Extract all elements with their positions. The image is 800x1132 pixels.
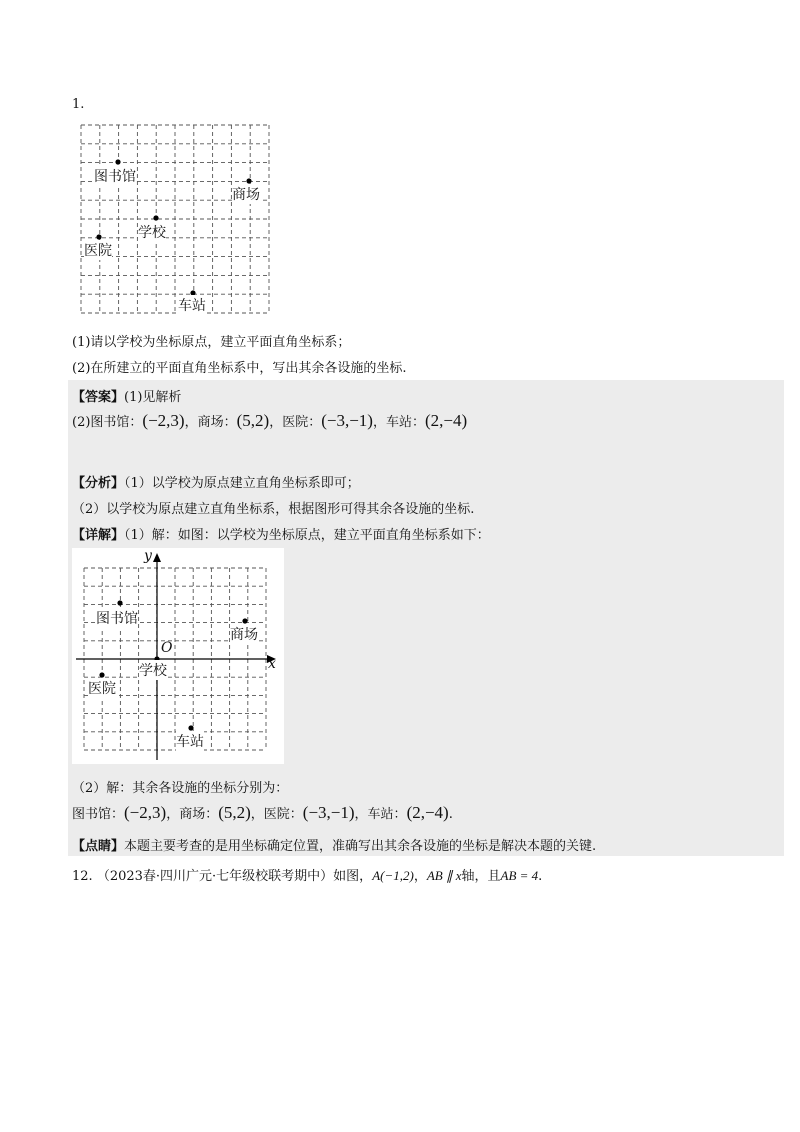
detail-line1 <box>72 524 490 543</box>
analysis-line2: （2）以学校为原点建立直角坐标系，根据图形可得其余各设施的坐标. <box>72 502 475 517</box>
school-label-2: 学校 <box>139 660 167 680</box>
answer-line2 <box>72 411 467 431</box>
answer-line1 <box>72 386 181 405</box>
next-question-length: AB = 4 <box>500 868 539 883</box>
answer-station-coord: (2,−4) <box>424 411 468 430</box>
mall-label: 商场 <box>232 184 260 204</box>
next-question-number: 12. <box>72 869 93 884</box>
next-question <box>72 865 542 884</box>
school-point <box>153 215 158 220</box>
answer-prefix: (2)图书馆： <box>72 415 143 430</box>
library-label-2: 图书馆 <box>96 608 138 628</box>
x-axis-label: x <box>268 656 276 672</box>
detail-sep-mall: ，商场： <box>166 807 219 822</box>
analysis-line1 <box>72 472 360 491</box>
answer-hospital-coord: (−3,−1) <box>321 411 373 430</box>
next-question-sep: ， <box>413 869 427 884</box>
origin-label: O <box>161 640 173 656</box>
answer-mall-coord: (5,2) <box>236 411 270 430</box>
answer-sep-hospital: ，医院： <box>269 415 322 430</box>
detail-line3 <box>72 803 453 823</box>
detail-station-coord: (2,−4) <box>406 803 449 822</box>
detail-sep-hospital: ，医院： <box>250 807 303 822</box>
detail-sep-station: ，车站： <box>354 807 407 822</box>
hospital-point <box>96 234 101 239</box>
station-label-2: 车站 <box>176 731 204 751</box>
hospital-point-2 <box>99 672 104 677</box>
next-question-axis-word: 轴，且 <box>461 869 501 884</box>
answer-part1: (1)见解析 <box>124 390 182 405</box>
detail-line2: （2）解：其余各设施的坐标分别为： <box>72 781 289 796</box>
next-question-end: . <box>538 869 543 884</box>
school-label: 学校 <box>138 222 166 242</box>
station-label: 车站 <box>178 295 206 315</box>
next-question-parallel: AB ∥ x <box>426 868 462 883</box>
y-axis-arrow <box>153 553 161 562</box>
axes-figure <box>72 548 284 764</box>
answer-label: 【答案】 <box>72 390 125 405</box>
grid-figure <box>80 124 270 314</box>
detail-end: . <box>448 807 453 822</box>
analysis-text1: （1）以学校为原点建立直角坐标系即可； <box>124 476 360 491</box>
station-point-2 <box>188 725 193 730</box>
next-question-source: （2023春·四川广元·七年级校联考期中）如图， <box>96 869 373 884</box>
detail-prefix: 图书馆： <box>72 807 125 822</box>
mall-label-2: 商场 <box>230 624 258 644</box>
library-point <box>115 159 120 164</box>
mall-point-2 <box>242 618 247 623</box>
library-point-2 <box>117 600 122 605</box>
answer-sep-station: ，车站： <box>372 415 425 430</box>
comment-text: 本题主要考查的是用坐标确定位置，准确写出其余各设施的坐标是解决本题的关键. <box>124 839 597 854</box>
detail-hospital-coord: (−3,−1) <box>302 803 355 822</box>
comment-label: 【点睛】 <box>72 839 125 854</box>
detail-text1: （1）解：如图：以学校为坐标原点，建立平面直角坐标系如下： <box>124 528 490 543</box>
question-number: 1. <box>72 97 85 112</box>
hospital-label: 医院 <box>84 240 112 260</box>
analysis-label: 【分析】 <box>72 476 125 491</box>
grid-svg <box>80 124 270 314</box>
hospital-label-2: 医院 <box>88 678 116 698</box>
detail-label: 【详解】 <box>72 528 125 543</box>
mall-point <box>246 178 251 183</box>
library-label: 图书馆 <box>94 166 136 186</box>
question-part2: (2)在所建立的平面直角坐标系中，写出其余各设施的坐标. <box>72 361 407 376</box>
y-axis-label: y <box>144 548 152 564</box>
answer-sep-mall: ，商场： <box>184 415 237 430</box>
comment-line <box>72 835 596 854</box>
answer-library-coord: (−2,3) <box>142 411 185 430</box>
next-question-point: A(−1,2) <box>372 868 414 883</box>
detail-mall-coord: (5,2) <box>218 803 251 822</box>
question-part1: (1)请以学校为坐标原点，建立平面直角坐标系； <box>72 335 351 350</box>
detail-library-coord: (−2,3) <box>124 803 167 822</box>
